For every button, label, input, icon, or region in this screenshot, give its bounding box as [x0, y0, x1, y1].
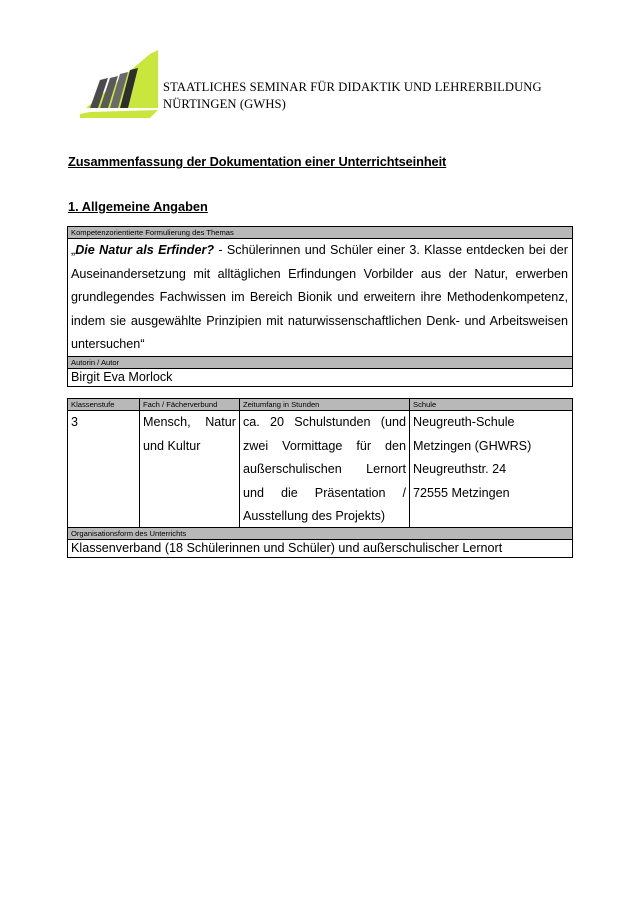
- cell-zeitumfang: ca. 20 Schulstunden (und zwei Vormittage für den außerschulischen Lernort und die Präsentation / Ausstellung des Projekts): [239, 411, 409, 531]
- header-line1: STAATLICHES SEMINAR FÜR DIDAKTIK UND LEHRERBILDUNG: [163, 80, 542, 94]
- theme-box: [67, 226, 573, 358]
- author-value: Birgit Eva Morlock: [71, 370, 173, 384]
- cell-schule: [409, 411, 572, 531]
- theme-description: - Schülerinnen und Schüler einer 3. Klasse entdecken bei der Auseinandersetzung mit alltäglichen Erfindungen Vorbilder aus der Natur, erwerben grundlegendes Fachwissen im Bereich Bionik und erweitern ihre Methodenkompetenz, indem sie ausgewählte Prinzipien mit naturwissenschaftlichen Denk- und Arbeitsweisen untersuchen“: [71, 243, 569, 351]
- document-title: Zusammenfassung der Dokumentation einer Unterrichtseinheit: [68, 154, 447, 169]
- col-header-fach: Fach / Fächerverbund: [139, 399, 239, 411]
- theme-open-quote: „: [71, 243, 76, 257]
- section-title: 1. Allgemeine Angaben: [68, 199, 208, 214]
- header-line2: NÜRTINGEN (GWHS): [163, 97, 286, 111]
- cell-klassenstufe: 3: [71, 415, 79, 429]
- col-header-zeitumfang: Zeitumfang in Stunden: [239, 399, 409, 411]
- author-label: Autorin / Autor: [68, 357, 572, 369]
- organisation-label: Organisationsform des Unterrichts: [68, 528, 572, 540]
- theme-title: Die Natur als Erfinder?: [75, 243, 215, 257]
- seminar-logo: [80, 48, 158, 120]
- seminar-header: [163, 79, 542, 113]
- schule-line: Neugreuthstr. 24: [413, 462, 507, 476]
- col-header-schule: Schule: [409, 399, 572, 411]
- organisation-box: [67, 527, 573, 558]
- cell-fach: Mensch, Natur und Kultur: [139, 411, 239, 531]
- author-box: [67, 356, 573, 387]
- details-table: [67, 398, 573, 532]
- theme-text: [68, 239, 572, 357]
- col-header-klassenstufe: Klassenstufe: [68, 399, 139, 411]
- schule-line: Metzingen (GHWRS): [413, 438, 532, 453]
- organisation-value: Klassenverband (18 Schülerinnen und Schüler) und außerschulischer Lernort: [71, 541, 503, 555]
- theme-label: Kompetenzorientierte Formulierung des Themas: [68, 227, 572, 239]
- schule-line: 72555 Metzingen: [413, 485, 510, 500]
- schule-line: Neugreuth-Schule: [413, 415, 515, 429]
